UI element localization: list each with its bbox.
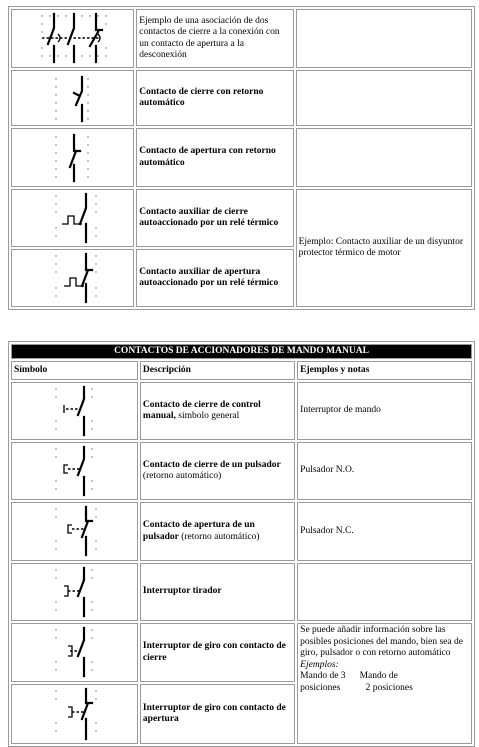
symbol-cell	[11, 70, 134, 126]
break-contact-return-symbol-icon	[12, 129, 133, 186]
example-cell	[296, 9, 472, 68]
symbol-cell	[11, 502, 138, 561]
table-row	[11, 9, 472, 68]
symbol-cell	[11, 9, 134, 68]
table-row	[11, 189, 472, 247]
description-cell: Contacto de cierre con retorno automático	[136, 70, 293, 126]
symbol-cell	[11, 684, 138, 744]
manual-actuators-table	[8, 341, 475, 747]
description-cell: Contacto auxiliar de apertura autoaccionado por un relé térmico	[136, 249, 293, 307]
description-cell: Interruptor de giro con contacto de cierre	[140, 623, 295, 682]
rotary-break-symbol-icon	[12, 685, 133, 743]
example-cell: Pulsador N.O.	[297, 442, 472, 500]
symbol-cell	[11, 128, 134, 187]
aux-make-thermal-symbol-icon	[12, 190, 133, 246]
description-cell: Interruptor de giro con contacto de apertura	[140, 684, 295, 744]
description-cell: Contacto de apertura con retorno automático	[136, 128, 293, 187]
grid-dots	[55, 388, 92, 429]
grid-dots	[55, 136, 88, 177]
example-2-positions: Mando de 2 posiciones	[359, 671, 413, 693]
description-cell: Contacto de cierre de un pulsador (retorno automático)	[140, 442, 295, 500]
symbol-cell	[11, 442, 138, 500]
manual-control-symbol-icon	[12, 383, 133, 439]
table-row	[11, 128, 472, 187]
pushbutton-make-symbol-icon	[12, 443, 133, 499]
example-cell-merged	[297, 623, 472, 744]
table-row	[11, 70, 472, 126]
grid-dots	[55, 195, 96, 236]
contacts-table-top	[8, 6, 475, 310]
example-cell: Pulsador N.C.	[297, 502, 472, 561]
grid-dots	[55, 255, 96, 296]
example-cell	[297, 563, 472, 621]
make-contact-return-symbol-icon	[12, 71, 133, 125]
header-row	[11, 361, 472, 380]
example-cell	[296, 70, 472, 126]
column-header-symbol: Símbolo	[11, 361, 138, 380]
description-cell: Interruptor tirador	[140, 563, 295, 621]
grid-dots	[55, 690, 96, 731]
table-row	[11, 502, 472, 561]
table-title: CONTACTOS DE ACCIONADORES DE MANDO MANUAL	[11, 344, 472, 359]
symbol-cell	[11, 623, 138, 682]
grid-dots	[55, 508, 96, 549]
table-row	[11, 563, 472, 621]
table-row	[11, 382, 472, 440]
assoc-contacts-symbol-icon	[12, 10, 133, 67]
pushbutton-break-symbol-icon	[12, 503, 133, 560]
table-row	[11, 623, 472, 682]
column-header-description: Descripción	[140, 361, 295, 380]
table-row	[11, 442, 472, 500]
examples-positions	[300, 671, 469, 694]
table-title-row	[11, 344, 472, 359]
example-3-positions: Mando de 3 posiciones	[300, 671, 346, 693]
example-cell	[296, 128, 472, 187]
notes-text: Se puede añadir información sobre las posibles posiciones del mando, bien sea de giro, pulsador o con retorno automático	[300, 625, 463, 658]
description-cell: Contacto de apertura de un pulsador (retorno automático)	[140, 502, 295, 561]
symbol-cell	[11, 382, 138, 440]
symbol-cell	[11, 563, 138, 621]
example-cell-merged: Ejemplo: Contacto auxiliar de un disyuntor protector térmico de motor	[296, 189, 472, 307]
description-cell: Ejemplo de una asociación de dos contactos de cierre a la conexión con un contacto de apertura a la desconexión	[136, 9, 293, 68]
example-cell: Interruptor de mando	[297, 382, 472, 440]
grid-dots	[55, 78, 88, 119]
symbol-cell	[11, 189, 134, 247]
rotary-make-symbol-icon	[12, 624, 133, 681]
aux-break-thermal-symbol-icon	[12, 250, 133, 306]
grid-dots	[55, 569, 92, 610]
symbol-cell	[11, 249, 134, 307]
column-header-examples: Ejemplos y notas	[297, 361, 472, 380]
examples-label: Ejemplos:	[300, 659, 339, 670]
description-cell: Contacto de cierre de control manual, símbolo general	[140, 382, 295, 440]
grid-dots	[55, 629, 92, 670]
pull-switch-symbol-icon	[12, 564, 133, 620]
description-cell: Contacto auxiliar de cierre autoaccionado por un relé térmico	[136, 189, 293, 247]
